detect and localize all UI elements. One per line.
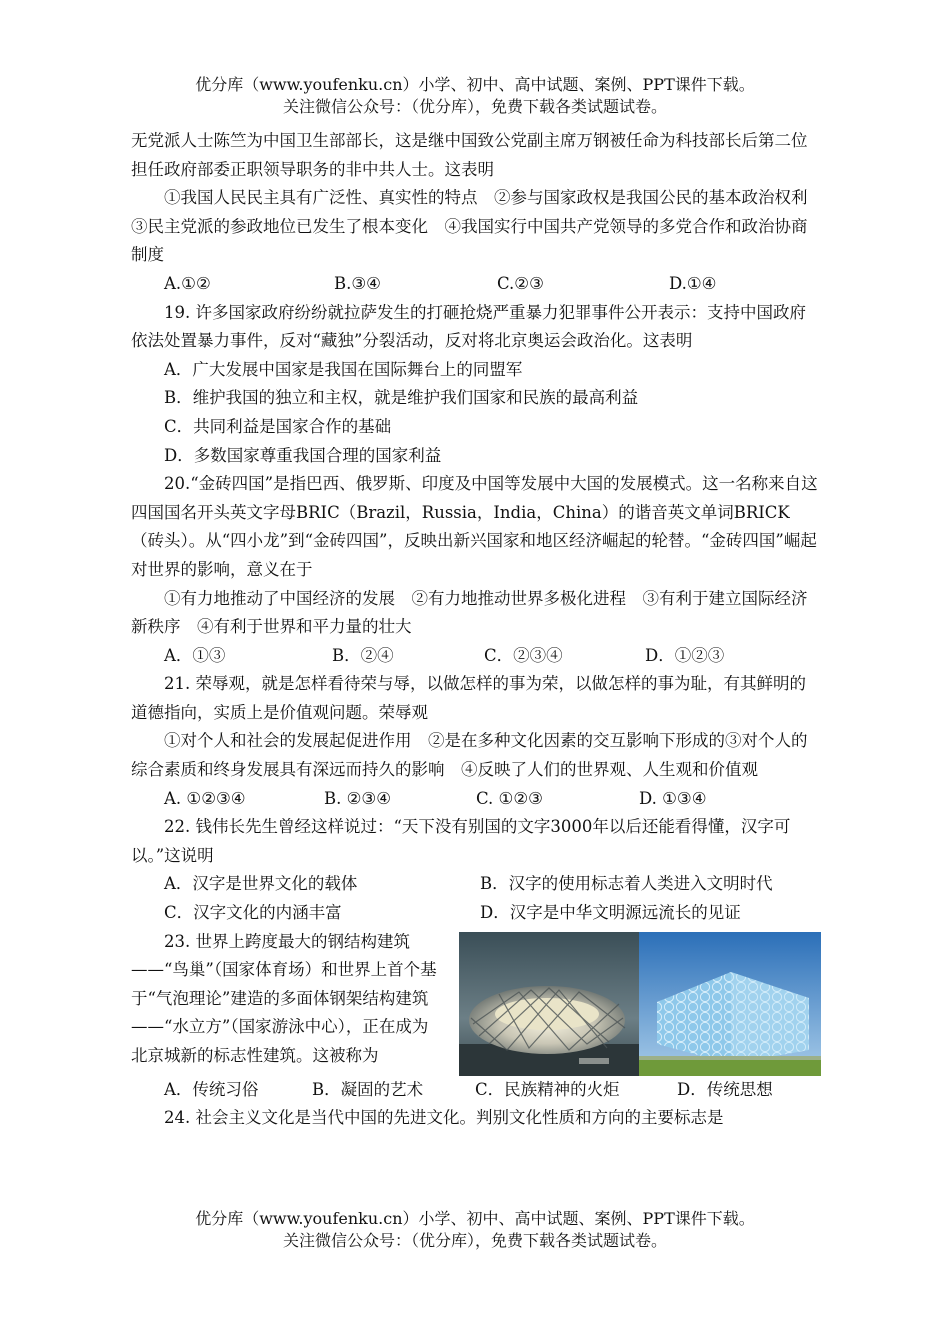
page-header [0,74,950,118]
q18-option-a: A.①② [164,273,211,293]
q18-option-c: C.②③ [497,273,544,293]
header-line-2: 关注微信公众号：（优分库），免费下载各类试题试卷。 [282,97,667,116]
q22-option-d: D．汉字是中华文明源远流长的见证 [480,903,741,923]
q24-stem: 24. 社会主义文化是当代中国的先进文化。判别文化性质和方向的主要标志是 [164,1108,724,1128]
exam-content [131,127,824,1133]
q20-option-d: D．①②③ [645,645,725,665]
q22-options-row-2 [131,899,821,928]
q19-option-b: B．维护我国的独立和主权，就是维护我们国家和民族的最高利益 [164,388,639,408]
q22-options-row-1 [131,870,821,899]
water-cube-photo [639,932,821,1076]
q23-option-c: C．民族精神的火炬 [475,1079,620,1099]
q23-figure [459,932,821,1076]
footer-line-1: 优分库（www.youfenku.cn）小学、初中、高中试题、案例、PPT课件下载。 [195,1209,755,1228]
q22-option-a: A．汉字是世界文化的载体 [164,874,358,894]
q21-option-b: B. ②③④ [324,788,391,808]
q20-items: ①有力地推动了中国经济的发展 ②有力地推动世界多极化进程 ③有利于建立国际经济新秩序 ④有利于世界和平力量的壮大 [131,588,808,637]
q19-stem: 19. 许多国家政府纷纷就拉萨发生的打砸抢烧严重暴力犯罪事件公开表示：支持中国政府依法处置暴力事件，反对“藏独”分裂活动，反对将北京奥运会政治化。这表明 [131,302,806,351]
birds-nest-stadium-photo [459,932,639,1076]
q21-stem: 21. 荣辱观，就是怎样看待荣与辱，以做怎样的事为荣，以做怎样的事为耻，有其鲜明的道德指向，实质上是价值观问题。荣辱观 [131,674,806,722]
q18-option-d: D.①④ [669,273,717,293]
q21-items: ①对个人和社会的发展起促进作用 ②是在多种文化因素的交互影响下形成的③对个人的综合素质和终身发展具有深远而持久的影响 ④反映了人们的世界观、人生观和价值观 [131,731,808,780]
q19-option-c: C．共同利益是国家合作的基础 [164,416,392,436]
q18-stem: 无党派人士陈竺为中国卫生部部长，这是继中国致公党副主席万钢被任命为科技部长后第二位担任政府部委正职领导职务的非中共人士。这表明 [131,131,808,179]
page-footer [0,1208,950,1252]
q23-option-b: B．凝固的艺术 [312,1079,424,1099]
q22-option-c: C．汉字文化的内涵丰富 [164,903,342,923]
q23-option-d: D．传统思想 [677,1079,773,1099]
q18-options [131,270,821,299]
q21-option-c: C. ①②③ [476,788,543,808]
q18-items: ①我国人民民主具有广泛性、真实性的特点 ②参与国家政权是我国公民的基本政治权利 ③民主党派的参政地位已发生了根本变化 ④我国实行中国共产党领导的多党合作和政治协商制度 [131,188,824,265]
q20-option-a: A．①③ [164,645,226,665]
q22-option-b: B．汉字的使用标志着人类进入文明时代 [480,874,773,894]
q20-option-c: C．②③④ [484,645,563,665]
q22-stem: 22. 钱伟长先生曾经这样说过：“天下没有别国的文字3000年以后还能看得懂，汉字可以。”这说明 [131,817,791,865]
q20-options [131,642,821,671]
q20-stem: 20.“金砖四国”是指巴西、俄罗斯、印度及中国等发展中大国的发展模式。这一名称来自这四国国名开头英文字母BRIC（Brazil，Russia，India，China）的谐音英文单词BRICK（砖头）。从“四小龙”到“金砖四国”，反映出新兴国家和地区经济崛起的轮替。“金砖四国”崛起对世界的影响，意义在于 [131,474,818,579]
q18-option-b: B.③④ [334,273,381,293]
footer-line-2: 关注微信公众号：（优分库），免费下载各类试题试卷。 [282,1231,667,1250]
header-line-1: 优分库（www.youfenku.cn）小学、初中、高中试题、案例、PPT课件下载。 [195,75,755,94]
q20-option-b: B．②④ [332,645,394,665]
q19-option-d: D．多数国家尊重我国合理的国家利益 [164,445,442,465]
q23-option-a: A．传统习俗 [164,1079,259,1099]
q19-option-a: A．广大发展中国家是我国在国际舞台上的同盟军 [164,359,523,379]
q21-options [131,785,821,814]
q23-options [131,1076,821,1105]
q21-option-a: A. ①②③④ [164,788,246,808]
q23-block [131,928,821,1076]
q23-stem: 23. 世界上跨度最大的钢结构建筑——“鸟巢”（国家体育场）和世界上首个基于“气泡理论”建造的多面体钢架结构建筑——“水立方”（国家游泳中心），正在成为北京城新的标志性建筑。这被称为 [131,931,437,1065]
q21-option-d: D. ①③④ [639,788,707,808]
